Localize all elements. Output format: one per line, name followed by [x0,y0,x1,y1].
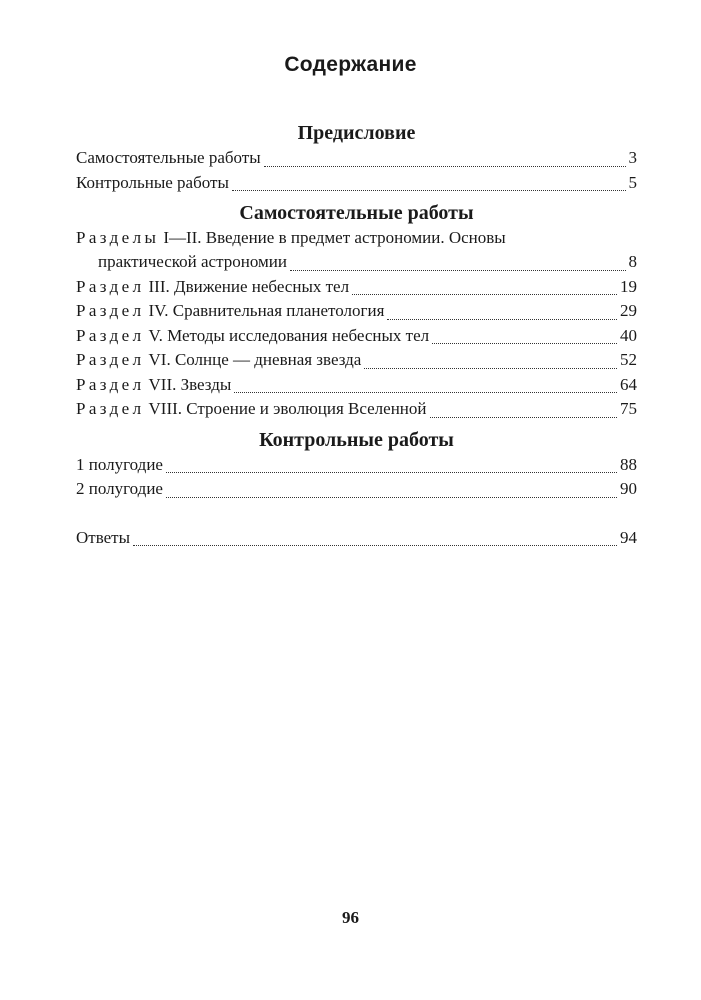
toc-entry-answers[interactable] [76,526,637,551]
toc-entry[interactable] [76,373,637,398]
dot-leader [432,342,617,344]
section-heading-preface: Предисловие [297,122,416,144]
toc-entry-label: Самостоятельные работы [76,148,261,167]
section-heading-tests: Контрольные работы [259,428,454,451]
toc-entry-prefix: Раздел [76,325,145,345]
toc-entry-label: VII. Звезды [148,374,232,394]
toc-entry-label: 1 полугодие [76,454,163,474]
toc-entry-label: 2 полугодие [76,479,163,498]
table-of-contents [76,120,637,550]
toc-entry-page: 88 [620,454,637,474]
toc-entry[interactable] [76,146,637,171]
dot-leader [166,496,617,498]
toc-entry-page: 40 [620,325,637,345]
toc-entry-prefix: Раздел [76,374,145,394]
toc-entry-prefix: Раздел [76,399,145,418]
toc-entry-prefix: Раздел [76,276,145,296]
toc-entry-prefix: Раздел [76,350,145,369]
toc-entry[interactable] [76,324,637,349]
toc-entry[interactable] [76,397,637,422]
dot-leader [364,367,617,369]
toc-entry-page: 94 [620,527,637,547]
dot-leader [232,189,626,191]
dot-leader [234,391,617,393]
toc-entry-page: 90 [620,479,637,498]
toc-entry-page: 3 [628,148,637,167]
toc-entry-label: Ответы [76,527,131,547]
toc-entry-label: Контрольные работы [76,172,229,192]
dot-leader [264,165,626,167]
toc-entry-label: VIII. Строение и эволюция Вселенной [148,399,427,418]
toc-entry-page: 29 [620,301,637,320]
toc-entry-prefix: Разделы [76,228,160,247]
toc-entry-label: III. Движение небесных тел [148,276,350,296]
page-number: 96 [342,908,359,927]
dot-leader [290,269,626,271]
toc-entry[interactable] [76,453,637,478]
toc-entry[interactable] [76,477,637,502]
toc-entry-label: IV. Сравнительная планетология [148,301,385,320]
page-title: Содержание [284,53,417,76]
toc-entry-page: 8 [628,252,637,271]
toc-entry[interactable] [76,226,637,275]
toc-entry-page: 64 [620,374,637,394]
toc-entry[interactable] [76,299,637,324]
dot-leader [430,416,618,418]
toc-entry[interactable] [76,275,637,300]
toc-entry-label-line1: I—II. Введение в предмет астрономии. Основы [163,228,506,247]
section-heading-independent-works: Самостоятельные работы [239,202,474,224]
dot-leader [352,293,617,295]
toc-entry-page: 19 [620,276,637,296]
toc-entry-label-line2: практической астрономии [98,252,287,271]
toc-entry[interactable] [76,348,637,373]
dot-leader [166,471,617,473]
toc-entry-page: 5 [628,172,637,192]
toc-entry-label: V. Методы исследования небесных тел [148,325,430,345]
toc-entry-prefix: Раздел [76,301,145,320]
dot-leader [133,544,617,546]
toc-entry[interactable] [76,171,637,196]
dot-leader [387,318,617,320]
toc-entry-label: VI. Солнце — дневная звезда [148,350,362,369]
toc-entry-page: 52 [620,350,637,369]
toc-entry-page: 75 [620,399,637,418]
